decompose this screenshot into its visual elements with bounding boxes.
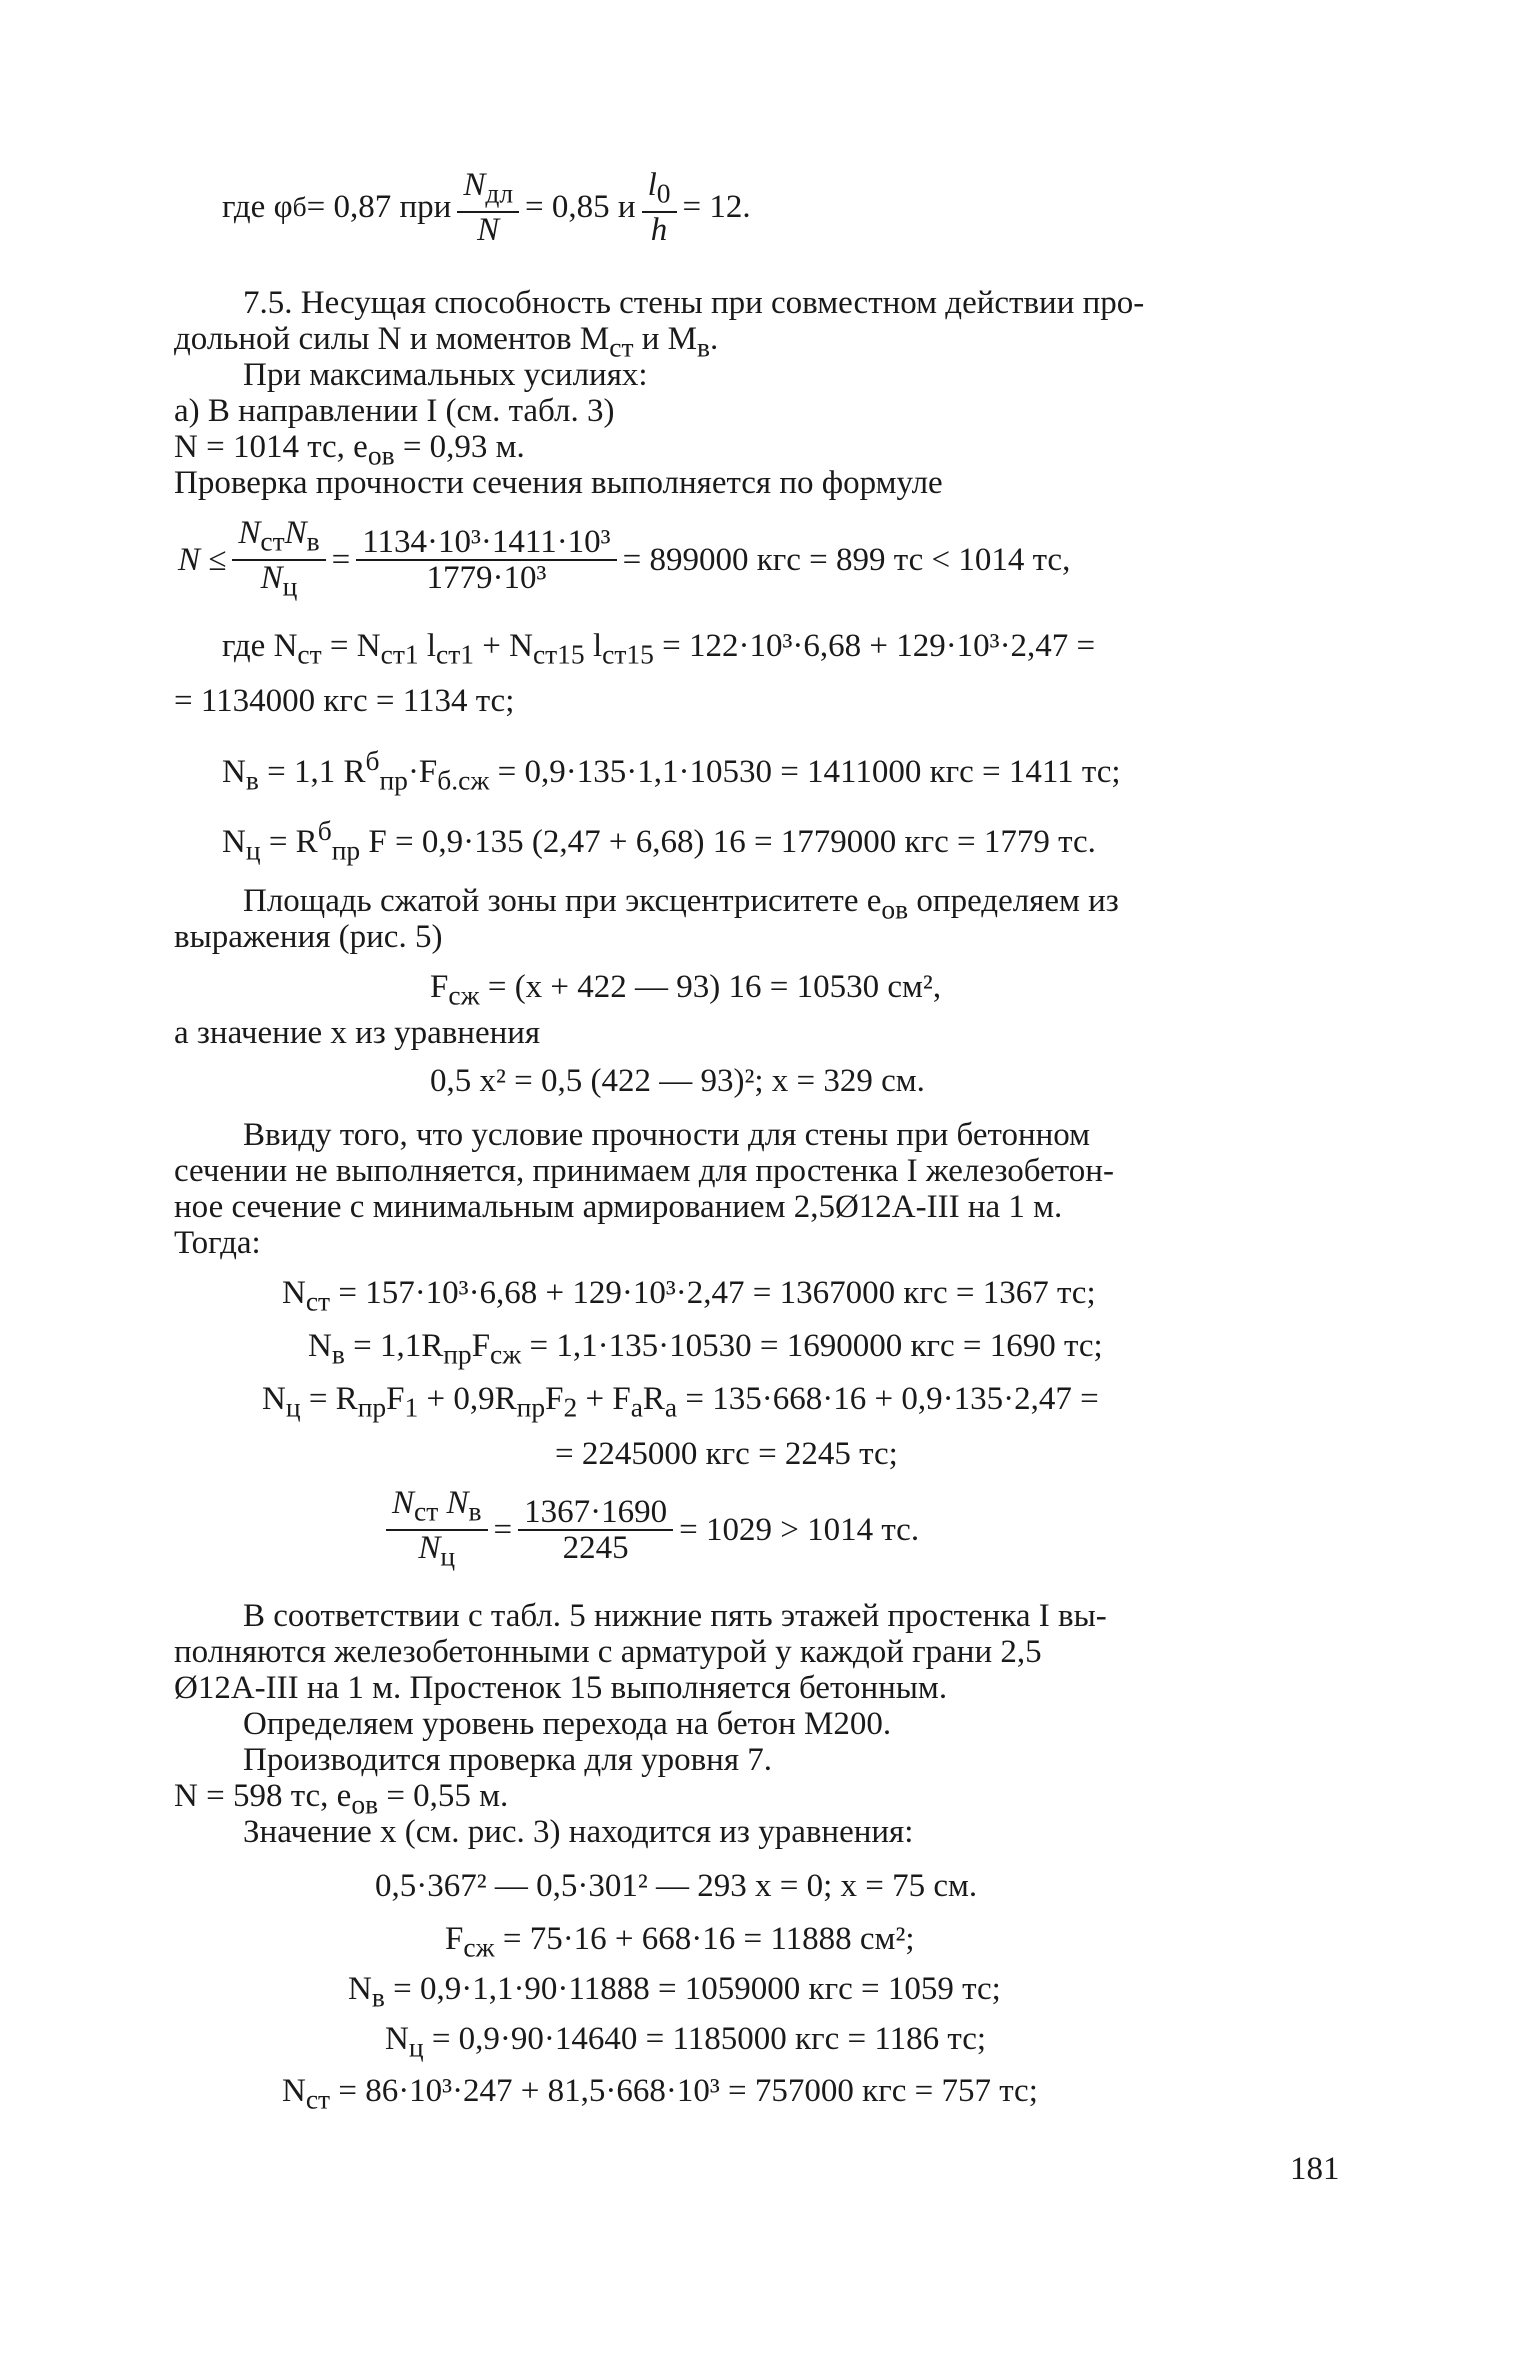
n: N: [438, 1485, 469, 1521]
sub: ст: [414, 1495, 439, 1527]
sub: ст1: [380, 638, 419, 670]
result: = 1029 > 1014 тс.: [679, 1511, 920, 1548]
sub: в: [371, 1981, 385, 2013]
formula-nc: [222, 812, 1096, 870]
lhs: N ≤: [178, 541, 227, 578]
text: N: [282, 2073, 306, 2109]
num: N: [463, 167, 486, 203]
text: l: [418, 628, 437, 664]
num: 1134·10³·1411·10³: [362, 523, 611, 560]
formula-g2: [308, 1327, 1103, 1374]
text: N: [385, 2021, 409, 2057]
text: = 86·10³·247 + 81,5·668·10³ = 757000 кгс = 757 тс;: [330, 2073, 1038, 2109]
n: N: [284, 515, 307, 551]
para-line-4: Тогда:: [174, 1225, 261, 1261]
text: N: [222, 754, 246, 790]
x-value-line: а значение x из уравнения: [174, 1015, 541, 1051]
den: 1779·10³: [356, 559, 616, 595]
text: + F: [577, 1381, 631, 1417]
sub: пр: [331, 834, 361, 866]
text: N: [282, 1275, 306, 1311]
table-para-line-5: Производится проверка для уровня 7.: [243, 1742, 773, 1778]
max-forces-heading: При максимальных усилиях:: [243, 357, 648, 393]
formula-nst: [222, 627, 1095, 674]
sub: пр: [357, 1391, 387, 1423]
den: h: [650, 211, 668, 248]
num: l: [647, 167, 657, 203]
formula-g1: [282, 1274, 1096, 1321]
text: N: [348, 1971, 372, 2007]
text: = 0,85 и: [525, 189, 636, 226]
fraction-ndl-n: [457, 168, 519, 247]
sub: сж: [448, 979, 480, 1011]
eq: =: [331, 541, 351, 578]
text: F: [545, 1381, 564, 1417]
fraction-l0-h: [642, 168, 677, 247]
formula-x: 0,5 x² = 0,5 (422 — 93)²; x = 329 см.: [430, 1063, 925, 1099]
sub: в: [245, 764, 259, 796]
sub: ст: [305, 1285, 331, 1317]
fraction-numeric: [356, 525, 616, 595]
den: N: [477, 211, 500, 248]
text: = 1,1·135·10530 = 1690000 кгс = 1690 тс;: [521, 1328, 1103, 1364]
text: F: [386, 1381, 405, 1417]
text: = 157·10³·6,68 + 129·10³·2,47 = 1367000 кгс = 1367 тс;: [330, 1275, 1096, 1311]
text: = R: [260, 824, 318, 860]
sub: ов: [351, 1788, 379, 1820]
text: N = 598 тс, e: [174, 1778, 352, 1814]
sub: в: [697, 331, 710, 363]
sub: дл: [485, 177, 514, 209]
fraction-nst-nv-nc-2: [386, 1486, 488, 1573]
text: = 135·668·16 + 0,9·135·2,47 =: [677, 1381, 1099, 1417]
text: F = 0,9·135 (2,47 + 6,68) 16 = 1779000 кгс = 1779 тс.: [360, 824, 1096, 860]
n: N: [260, 559, 283, 596]
text: = R: [300, 1381, 358, 1417]
check-formula-line: Проверка прочности сечения выполняется по формуле: [174, 465, 943, 501]
sub: ов: [881, 893, 909, 925]
sub: ц: [245, 834, 261, 866]
text: = 12.: [682, 189, 751, 226]
result: = 899000 кгс = 899 тс < 1014 тс,: [622, 541, 1071, 578]
text: = 122·10³·6,68 + 129·10³·2,47 =: [653, 628, 1096, 664]
text: .: [710, 321, 719, 357]
text: N: [262, 1381, 286, 1417]
sub: ст15: [532, 638, 585, 670]
text: l: [584, 628, 603, 664]
text: где φ: [222, 189, 293, 226]
text: F: [445, 1921, 464, 1957]
sub: ц: [440, 1540, 456, 1572]
para-line-3: ное сечение с минимальным армированием 2,5Ø12А-III на 1 м.: [174, 1189, 1063, 1225]
direction-line: а) В направлении I (см. табл. 3): [174, 393, 615, 429]
text: = 0,93 м.: [394, 429, 525, 465]
formula-h5: [282, 2072, 1038, 2119]
sub: а: [664, 1391, 678, 1423]
text: = 0,9·90·14640 = 1185000 кгс = 1186 тс;: [423, 2021, 987, 2057]
sub: ст: [260, 525, 285, 557]
para-line-2: сечении не выполняется, принимаем для простенка I железобетон-: [174, 1153, 1114, 1189]
text: и M: [633, 321, 697, 357]
sup: б: [365, 745, 380, 776]
sub: ц: [282, 570, 298, 602]
formula-h2: [445, 1920, 915, 1967]
text: определяем из: [908, 883, 1119, 919]
sub: пр: [379, 764, 408, 796]
text: + N: [474, 628, 533, 664]
formula-g4: = 2245000 кгс = 2245 тс;: [555, 1436, 898, 1472]
formula-g5: [380, 1486, 919, 1573]
formula-nv: [222, 742, 1121, 800]
text: N: [222, 824, 246, 860]
text: Площадь сжатой зоны при эксцентриситете e: [243, 883, 882, 919]
n: N: [238, 515, 261, 551]
text: = 1,1 R: [258, 754, 366, 790]
sub: ст1: [436, 638, 474, 670]
table-para-line-3: Ø12А-III на 1 м. Простенок 15 выполняется бетонным.: [174, 1670, 948, 1706]
sub: в: [468, 1495, 482, 1527]
table-para-line-2: полняются железобетонными с арматурой у каждой грани 2,5: [174, 1634, 1042, 1670]
formula-g3: [262, 1380, 1099, 1427]
sub: б: [292, 191, 307, 223]
sub: ст15: [602, 638, 654, 670]
fraction-nst-nv-nc: [232, 516, 325, 603]
n: N: [392, 1485, 415, 1521]
para-7-5-line-1: 7.5. Несущая способность стены при совместном действии про-: [243, 285, 1145, 321]
den: 2245: [518, 1529, 673, 1565]
text: = N: [321, 628, 381, 664]
text: = 0,87 при: [306, 189, 452, 226]
para-line-1: Ввиду того, что условие прочности для стены при бетонном: [243, 1117, 1091, 1153]
formula-fsg: [430, 968, 941, 1015]
sub: в: [306, 525, 320, 557]
sub: ц: [408, 2031, 424, 2063]
text: ·F: [407, 754, 438, 790]
sub: ст: [297, 638, 322, 670]
sub: сж: [490, 1338, 522, 1370]
table-para-line-7: Значение x (см. рис. 3) находится из уравнения:: [243, 1814, 914, 1850]
formula-h1: 0,5·367² — 0,5·301² — 293 x = 0; x = 75 см.: [375, 1868, 978, 1904]
text: N = 1014 тс, e: [174, 429, 368, 465]
sub: пр: [516, 1391, 546, 1423]
sub: 0: [656, 177, 671, 209]
sub: пр: [443, 1338, 472, 1370]
text: = 0,9·1,1·90·11888 = 1059000 кгс = 1059 тс;: [384, 1971, 1001, 2007]
formula-nst-cont: = 1134000 кгс = 1134 тс;: [174, 683, 515, 719]
sub: 2: [563, 1391, 578, 1423]
num: 1367·1690: [524, 1493, 668, 1530]
sub: ов: [367, 439, 395, 471]
formula-h4: [385, 2020, 986, 2067]
text: дольной силы N и моментов M: [174, 321, 610, 357]
sub: ст: [609, 331, 634, 363]
formula-strength-check: [178, 516, 1070, 603]
area-para-line-2: выражения (рис. 5): [174, 919, 443, 955]
text: = 0,55 м.: [378, 1778, 509, 1814]
eq: =: [493, 1511, 513, 1548]
table-para-line-4: Определяем уровень перехода на бетон М200.: [243, 1706, 892, 1742]
formula-h3: [348, 1970, 1001, 2017]
text: = 75·16 + 668·16 = 11888 см²;: [494, 1921, 915, 1957]
text: = (x + 422 — 93) 16 = 10530 см²,: [479, 969, 942, 1005]
table-para-line-1: В соответствии с табл. 5 нижние пять этажей простенка I вы-: [243, 1598, 1107, 1634]
text: = 0,9·135·1,1·10530 = 1411000 кгс = 1411 тс;: [489, 754, 1121, 790]
sub: ц: [285, 1391, 301, 1423]
phi-line: [222, 168, 751, 247]
text: N: [308, 1328, 332, 1364]
text: F: [430, 969, 449, 1005]
page-number: 181: [1290, 2151, 1340, 2187]
fraction-numeric-2: [518, 1495, 673, 1565]
text: F: [471, 1328, 491, 1364]
text: где N: [222, 628, 298, 664]
text: R: [642, 1381, 665, 1417]
sub: 1: [404, 1391, 419, 1423]
sub: б.сж: [437, 764, 490, 796]
sub: ст: [305, 2083, 331, 2115]
sup: б: [317, 815, 332, 846]
sub: сж: [463, 1931, 495, 1963]
text: = 1,1R: [344, 1328, 444, 1364]
sub: в: [331, 1338, 345, 1370]
sub: а: [630, 1391, 643, 1423]
text: + 0,9R: [418, 1381, 517, 1417]
n: N: [418, 1529, 441, 1566]
